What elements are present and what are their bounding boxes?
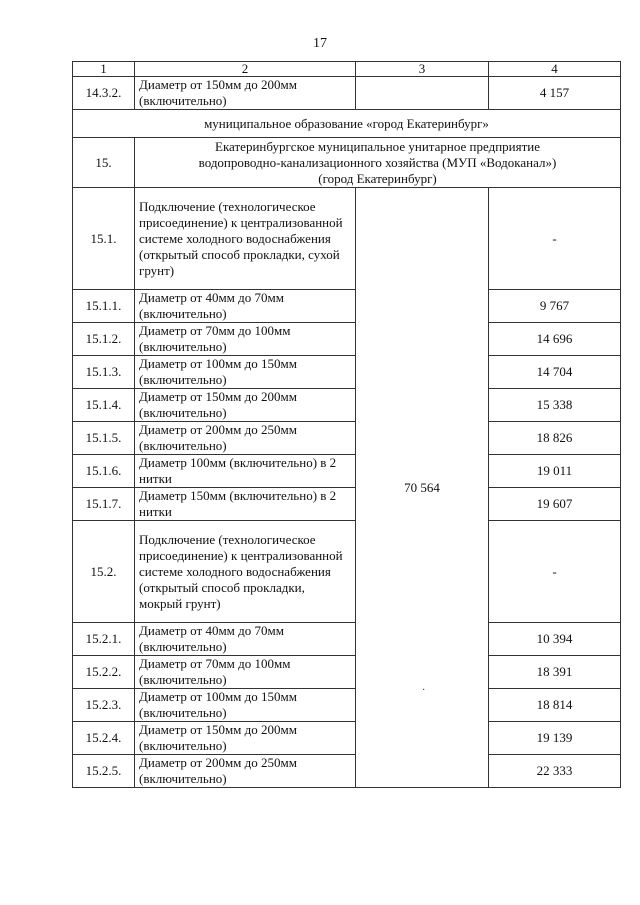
row-description: Диаметр от 70мм до 100мм (включительно) bbox=[135, 323, 356, 356]
row-value: 4 157 bbox=[489, 77, 621, 110]
row-number: 15.2.5. bbox=[73, 755, 135, 788]
row-description: Диаметр от 40мм до 70мм (включительно) bbox=[135, 623, 356, 656]
row-number: 15.2.1. bbox=[73, 623, 135, 656]
row-value: 9 767 bbox=[489, 290, 621, 323]
row-number: 15.1.2. bbox=[73, 323, 135, 356]
row-number: 15.1.7. bbox=[73, 488, 135, 521]
table-row bbox=[73, 389, 621, 422]
page-number: 17 bbox=[313, 36, 327, 51]
row-number: 15.1.6. bbox=[73, 455, 135, 488]
header-col-1: 1 bbox=[73, 62, 135, 77]
table-row bbox=[73, 722, 621, 755]
row-number: 15.1.4. bbox=[73, 389, 135, 422]
row-description: Диаметр от 100мм до 150мм (включительно) bbox=[135, 356, 356, 389]
table-row bbox=[73, 455, 621, 488]
merged-price-value: 70 564 bbox=[404, 479, 440, 495]
org-name-line-2: водопроводно-канализационного хозяйства (МУП «Водоканал») bbox=[198, 154, 557, 170]
row-value: 14 696 bbox=[489, 323, 621, 356]
row-number: 15.1.3. bbox=[73, 356, 135, 389]
header-col-2: 2 bbox=[135, 62, 356, 77]
header-col-4: 4 bbox=[489, 62, 621, 77]
table-row bbox=[73, 755, 621, 788]
table-row bbox=[73, 356, 621, 389]
row-description: Диаметр от 150мм до 200мм (включительно) bbox=[135, 722, 356, 755]
table-row bbox=[73, 422, 621, 455]
row-number: 14.3.2. bbox=[73, 77, 135, 110]
row-value: 10 394 bbox=[489, 623, 621, 656]
row-description: Диаметр от 70мм до 100мм (включительно) bbox=[135, 656, 356, 689]
table-row bbox=[73, 323, 621, 356]
row-number: 15.1. bbox=[73, 188, 135, 290]
row-number: 15.1.5. bbox=[73, 422, 135, 455]
row-description: Диаметр от 150мм до 200мм (включительно) bbox=[135, 389, 356, 422]
row-number: 15.2. bbox=[73, 521, 135, 623]
tariff-table bbox=[72, 61, 621, 788]
table-row bbox=[73, 521, 621, 623]
row-value: 19 607 bbox=[489, 488, 621, 521]
row-description: Диаметр 150мм (включительно) в 2 нитки bbox=[135, 488, 356, 521]
row-value: 18 814 bbox=[489, 689, 621, 722]
row-value: 14 704 bbox=[489, 356, 621, 389]
row-value: 18 826 bbox=[489, 422, 621, 455]
table-row bbox=[73, 623, 621, 656]
table-row bbox=[73, 188, 621, 290]
org-name-line-1: Екатеринбургское муниципальное унитарное предприятие bbox=[215, 138, 540, 154]
stray-mark: · bbox=[422, 685, 426, 696]
row-value: 18 391 bbox=[489, 656, 621, 689]
org-name bbox=[135, 138, 621, 188]
row-description: Диаметр от 100мм до 150мм (включительно) bbox=[135, 689, 356, 722]
row-description: Диаметр 100мм (включительно) в 2 нитки bbox=[135, 455, 356, 488]
row-col3 bbox=[356, 77, 489, 110]
row-description: Подключение (технологическое присоединение) к централизованной системе холодного водоснабжения (открытый способ прокладки, мокрый грунт) bbox=[135, 521, 356, 623]
row-value: 19 011 bbox=[489, 455, 621, 488]
row-description: Диаметр от 150мм до 200мм (включительно) bbox=[135, 77, 356, 110]
row-number: 15.2.4. bbox=[73, 722, 135, 755]
table-header-row bbox=[73, 62, 621, 77]
org-number: 15. bbox=[73, 138, 135, 188]
row-value: - bbox=[489, 188, 621, 290]
merged-price-cell bbox=[356, 188, 489, 788]
table-row bbox=[73, 656, 621, 689]
municipality-row bbox=[73, 110, 621, 138]
row-description: Диаметр от 200мм до 250мм (включительно) bbox=[135, 422, 356, 455]
row-number: 15.2.3. bbox=[73, 689, 135, 722]
table-row bbox=[73, 488, 621, 521]
table-row bbox=[73, 689, 621, 722]
municipality-name: муниципальное образование «город Екатеринбург» bbox=[73, 110, 621, 138]
row-number: 15.2.2. bbox=[73, 656, 135, 689]
row-description: Подключение (технологическое присоединение) к централизованной системе холодного водоснабжения (открытый способ прокладки, сухой грунт) bbox=[135, 188, 356, 290]
row-value: 15 338 bbox=[489, 389, 621, 422]
table-row bbox=[73, 77, 621, 110]
row-description: Диаметр от 200мм до 250мм (включительно) bbox=[135, 755, 356, 788]
row-value: 22 333 bbox=[489, 755, 621, 788]
organization-row bbox=[73, 138, 621, 188]
header-col-3: 3 bbox=[356, 62, 489, 77]
org-name-line-3: (город Екатеринбург) bbox=[318, 170, 437, 186]
row-description: Диаметр от 40мм до 70мм (включительно) bbox=[135, 290, 356, 323]
row-number: 15.1.1. bbox=[73, 290, 135, 323]
row-value: 19 139 bbox=[489, 722, 621, 755]
table-row bbox=[73, 290, 621, 323]
row-value: - bbox=[489, 521, 621, 623]
